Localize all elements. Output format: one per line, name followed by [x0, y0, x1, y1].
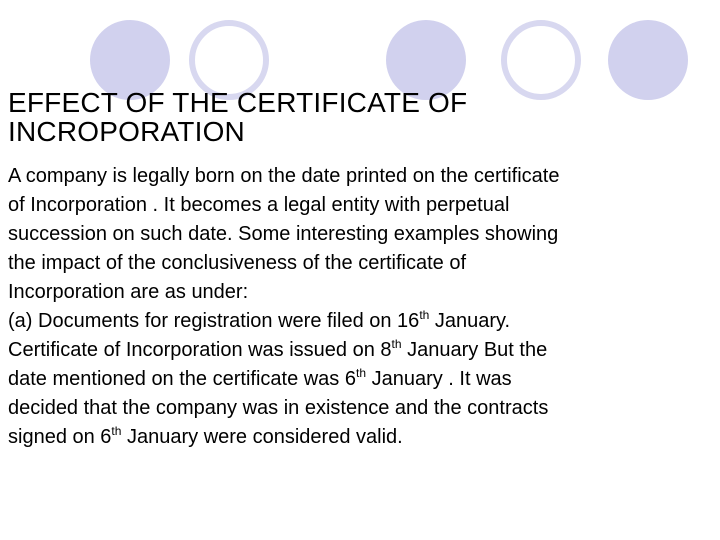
body-line-4: the impact of the conclusiveness of the certificate of — [8, 252, 467, 274]
body-line-10-text-end: January were considered valid. — [121, 426, 403, 448]
body-line-8-text-end: January . It was — [366, 368, 512, 390]
slide-title — [8, 84, 708, 147]
body-line-7-text-end: January But the — [401, 339, 548, 361]
body-line-8-text: date mentioned on the certificate was 6 — [8, 368, 356, 390]
body-line-10-text: signed on 6 — [8, 426, 112, 448]
ordinal-suffix: th — [356, 366, 367, 380]
slide-body — [8, 162, 708, 452]
body-line-7 — [8, 336, 708, 365]
body-line-6 — [8, 307, 708, 336]
body-line-6-text: (a) Documents for registration were filed on 16 — [8, 310, 420, 332]
body-line-9: decided that the company was in existence and the contracts — [8, 397, 549, 419]
body-line-2: of Incorporation . It becomes a legal entity with perpetual — [8, 194, 510, 216]
title-line-2: INCROPORATION — [8, 116, 245, 147]
title-line-1: EFFECT OF THE CERTIFICATE OF — [8, 87, 468, 118]
body-line-10 — [8, 423, 708, 452]
ordinal-suffix: th — [419, 308, 430, 322]
body-line-6-text-end: January. — [429, 310, 511, 332]
body-line-3: succession on such date. Some interesting examples showing — [8, 223, 559, 245]
ordinal-suffix: th — [391, 337, 402, 351]
ordinal-suffix: th — [111, 424, 122, 438]
body-line-5: Incorporation are as under: — [8, 281, 249, 303]
body-line-7-text: Certificate of Incorporation was issued on 8 — [8, 339, 392, 361]
body-line-8 — [8, 365, 708, 394]
body-line-1: A company is legally born on the date printed on the certificate — [8, 165, 560, 187]
